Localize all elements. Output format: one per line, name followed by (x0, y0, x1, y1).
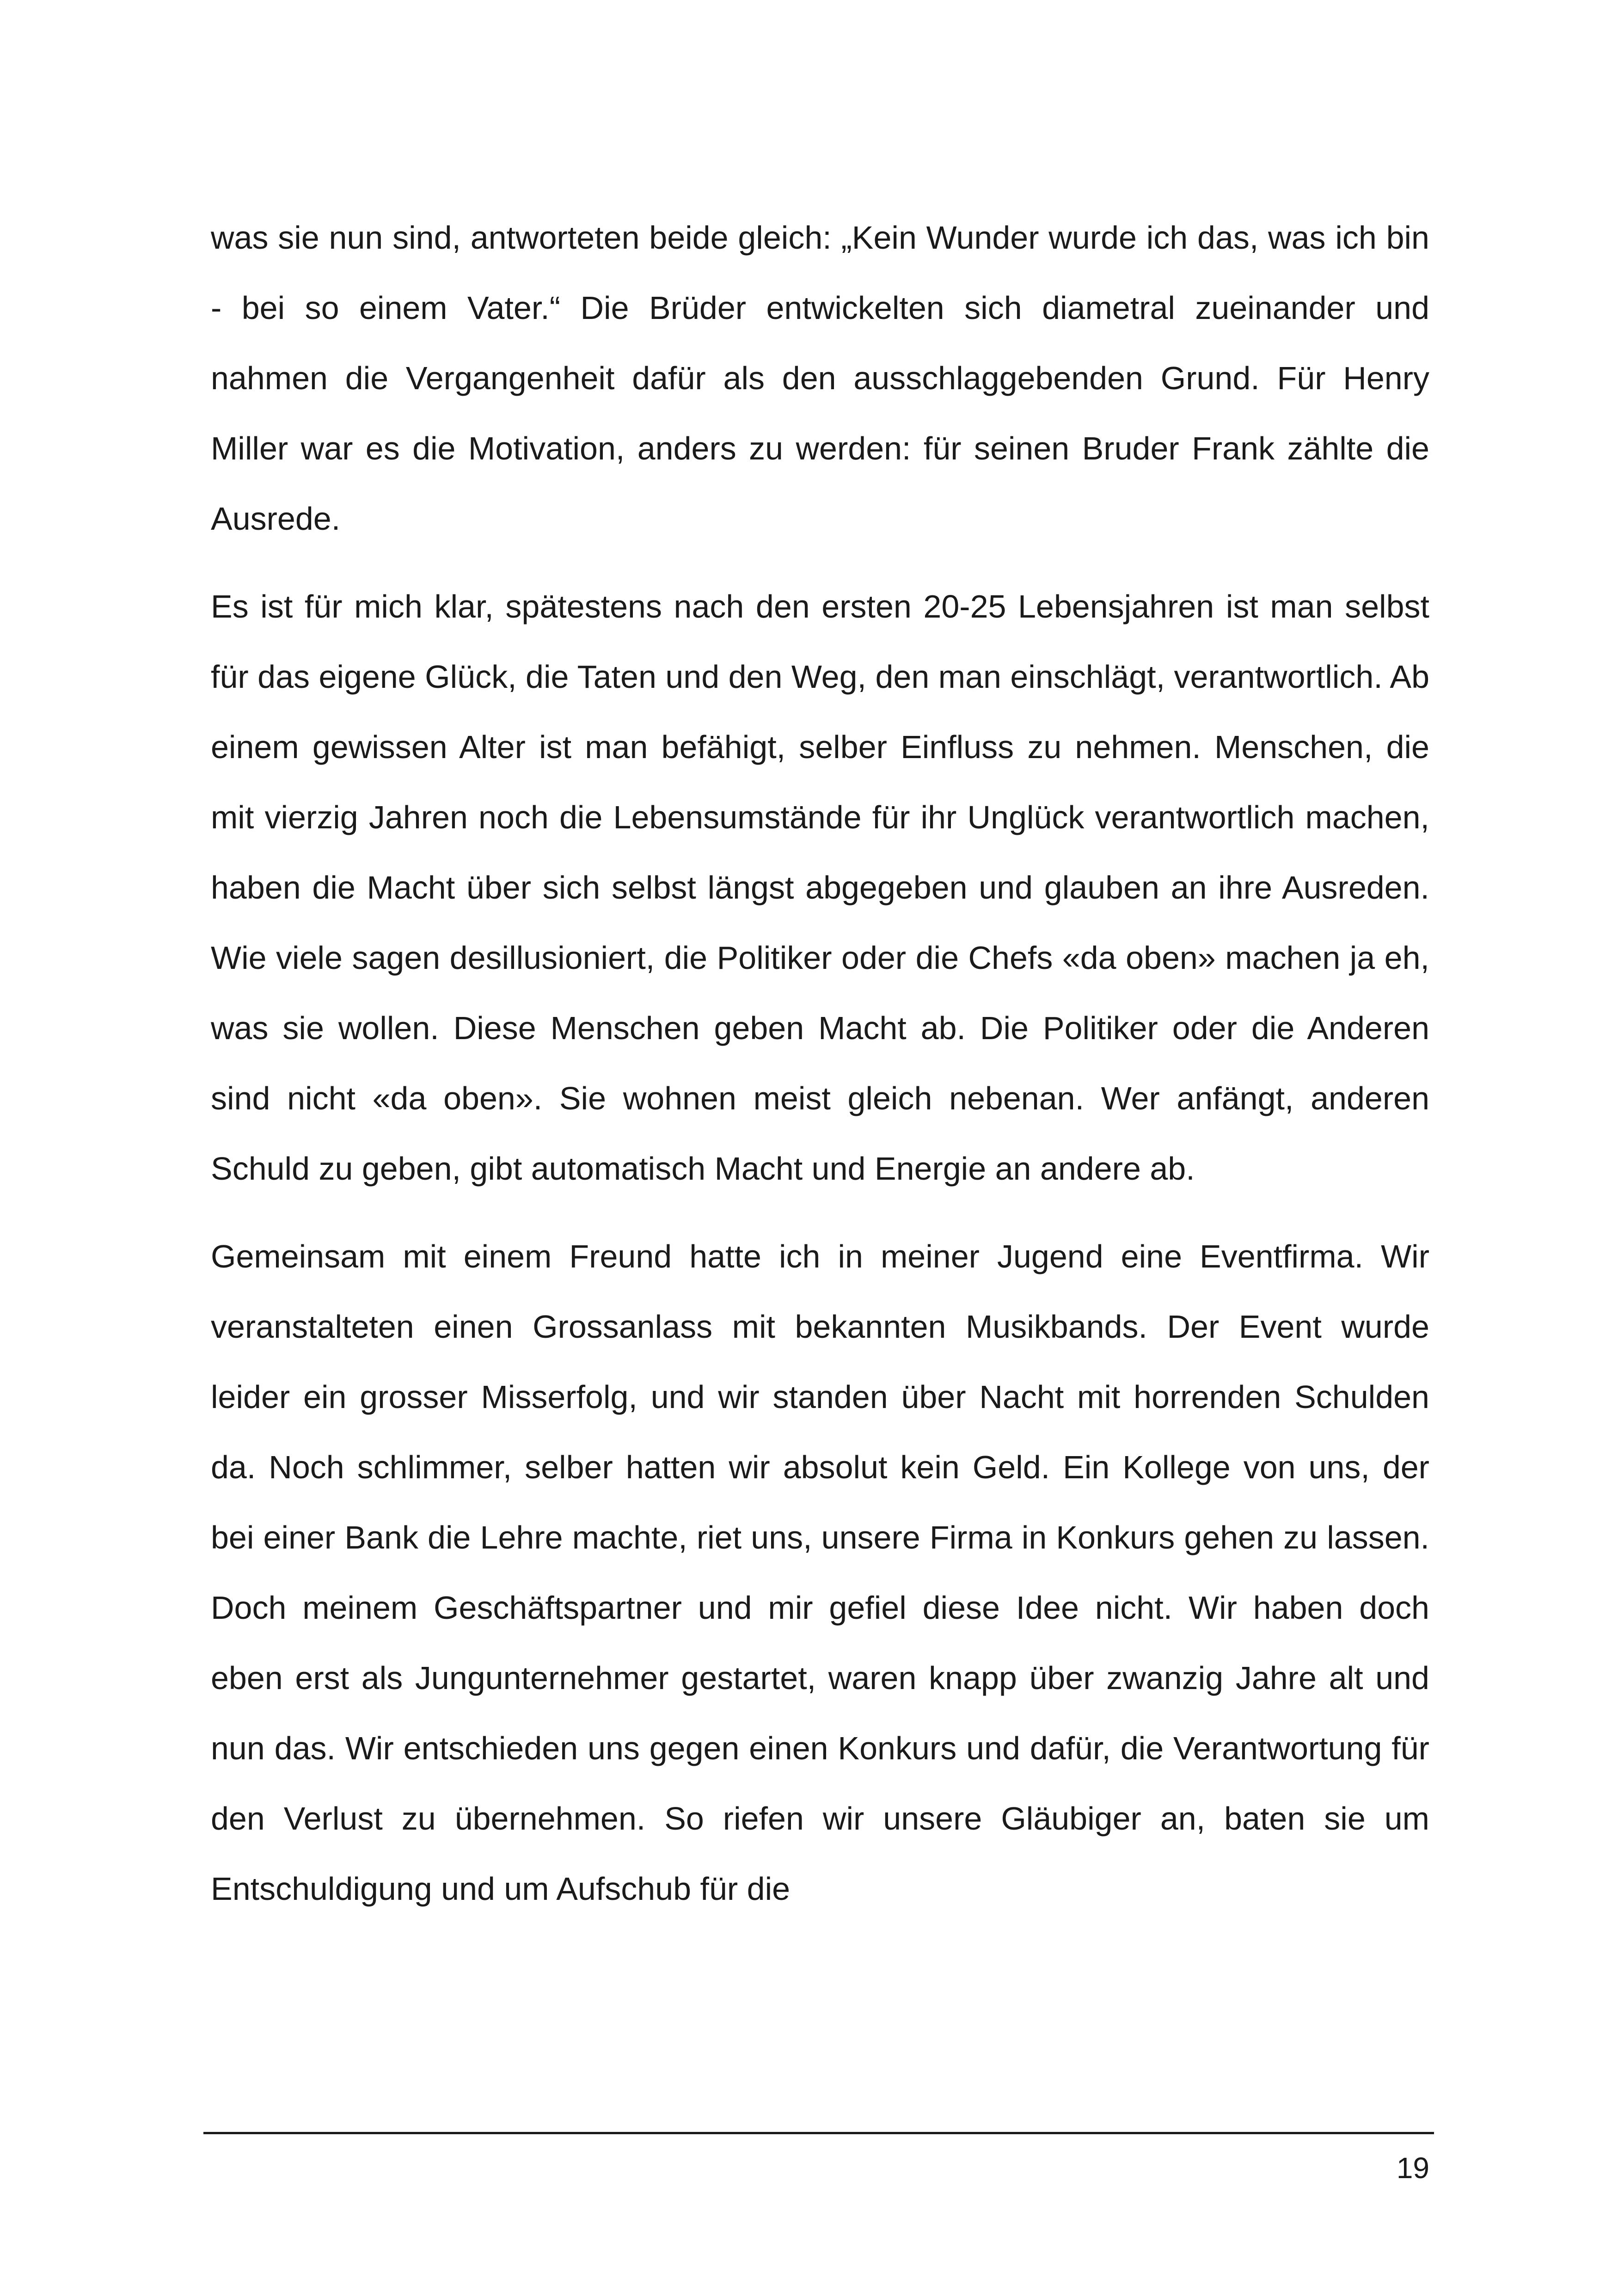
paragraph-3: Gemeinsam mit einem Freund hatte ich in meiner Jugend eine Eventfirma. Wir veranstalteten einen Grossanlass mit bekannten Musikbands. Der Event wurde leider ein grosser Misserfolg, und wir standen über Nacht mit horrenden Schulden da. Noch schlimmer, selber hatten wir absolut kein Geld. Ein Kollege von uns, der bei einer Bank die Lehre machte, riet uns, unsere Firma in Konkurs gehen zu lassen. Doch meinem Geschäftspartner und mir gefiel diese Idee nicht. Wir haben doch eben erst als Jungunternehmer gestartet, waren knapp über zwanzig Jahre alt und nun das. Wir entschieden uns gegen einen Konkurs und dafür, die Verantwortung für den Verlust zu übernehmen. So riefen wir unsere Gläubiger an, baten sie um Entschuldigung und um Aufschub für die (211, 1238, 1429, 1907)
paragraph-2: Es ist für mich klar, spätestens nach den ersten 20-25 Lebensjahren ist man selbst für das eigene Glück, die Taten und den Weg, den man einschlägt, verantwortlich. Ab einem gewissen Alter ist man befähigt, selber Einfluss zu nehmen. Menschen, die mit vierzig Jahren noch die Lebensumstände für ihr Unglück verantwortlich machen, haben die Macht über sich selbst längst abgegeben und glauben an ihre Ausreden. Wie viele sagen desillusioniert, die Politiker oder die Chefs «da oben» machen ja eh, was sie wollen. Diese Menschen geben Macht ab. Die Politiker oder die Anderen sind nicht «da oben». Sie wohnen meist gleich nebenan. Wer anfängt, anderen Schuld zu geben, gibt automatisch Macht und Energie an andere ab. (211, 588, 1429, 1187)
body-text (211, 202, 1429, 1941)
page-number: 19 (1396, 2151, 1429, 2185)
paragraph-1: was sie nun sind, antworteten beide gleich: „Kein Wunder wurde ich das, was ich bin - bei so einem Vater.“ Die Brüder entwickelten sich diametral zueinander und nahmen die Vergangenheit dafür als den ausschlaggebenden Grund. Für Henry Miller war es die Motivation, anders zu werden: für seinen Bruder Frank zählte die Ausrede. (211, 220, 1429, 537)
footer-divider (203, 2132, 1434, 2134)
